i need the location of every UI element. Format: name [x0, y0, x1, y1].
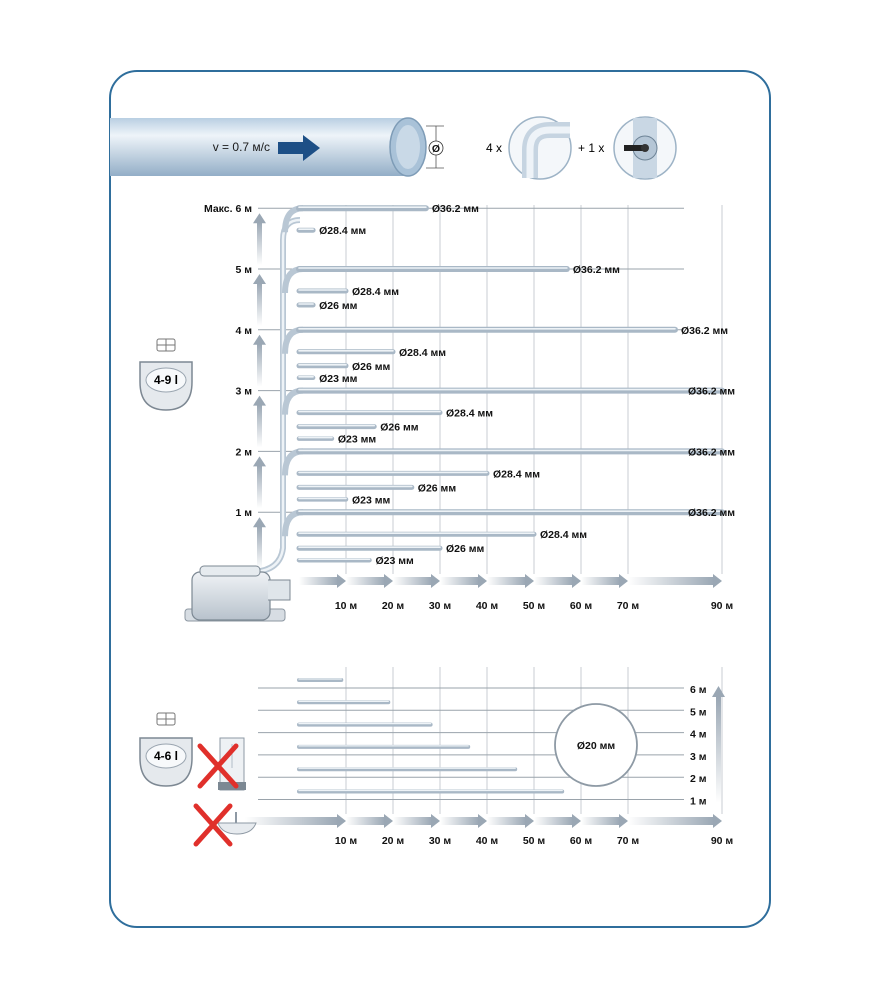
- top-pipe-label: Ø23 мм: [352, 494, 391, 507]
- top-x-arrow: [299, 577, 338, 585]
- bottom-y-tick-label: 6 м: [690, 684, 707, 696]
- top-pipe-label: Ø26 мм: [319, 300, 358, 312]
- top-x-arrow: [346, 577, 385, 585]
- top-x-arrowhead: [384, 574, 393, 588]
- bottom-x-arrowhead: [337, 814, 346, 828]
- bottom-x-arrow: [346, 817, 385, 825]
- top-x-tick-label: 30 м: [428, 600, 452, 612]
- bottom-height-arrow: [716, 697, 721, 803]
- top-x-arrowhead: [713, 574, 722, 588]
- bottom-x-tick-label: 90 м: [710, 835, 734, 847]
- bottom-x-arrow: [534, 817, 573, 825]
- bottom-x-tick-label: 10 м: [334, 835, 358, 847]
- bottom-x-arrowhead: [431, 814, 440, 828]
- top-height-arrow: [257, 222, 262, 265]
- valve-count: + 1 x: [578, 141, 605, 155]
- elbow-fitting-icon: [509, 117, 571, 179]
- top-x-arrowhead: [337, 574, 346, 588]
- top-pipe-label: Ø36.2 мм: [688, 446, 736, 459]
- top-y-tick-label: 4 м: [235, 324, 252, 337]
- bottom-x-arrow: [487, 817, 526, 825]
- bottom-x-arrow: [440, 817, 479, 825]
- sink-not-allowed-icon: [196, 806, 256, 844]
- bottom-y-tick-label: 3 м: [690, 750, 707, 763]
- elbow-count: 4 x: [486, 141, 503, 155]
- top-pipe-label: Ø23 мм: [375, 555, 414, 568]
- bottom-x-arrow: [393, 817, 432, 825]
- top-x-arrow: [440, 577, 479, 585]
- top-x-arrowhead: [525, 574, 534, 588]
- bottom-x-arrowhead: [619, 814, 628, 828]
- top-pipe-label: Ø26 мм: [446, 543, 485, 556]
- top-pipe-label: Ø28.4 мм: [399, 346, 447, 359]
- top-x-arrow: [628, 577, 714, 585]
- top-y-tick-label: 3 м: [235, 385, 252, 398]
- top-pipe-label: Ø26 мм: [352, 360, 391, 373]
- top-x-arrowhead: [478, 574, 487, 588]
- top-y-tick-label: Макс. 6 м: [203, 203, 252, 216]
- bottom-x-arrowhead: [713, 814, 722, 828]
- flow-pipe: [110, 118, 444, 176]
- top-x-arrow: [487, 577, 526, 585]
- bottom-x-tick-label: 20 м: [381, 835, 405, 847]
- top-pipe-label: Ø28.4 мм: [493, 468, 541, 481]
- bottom-x-tick-label: 60 м: [569, 835, 593, 847]
- top-pipe-label: Ø36.2 мм: [431, 203, 479, 216]
- bottom-x-arrow: [581, 817, 620, 825]
- bottom-x-arrowhead: [384, 814, 393, 828]
- check-valve-icon: [614, 117, 676, 179]
- top-pipe-label: Ø36.2 мм: [688, 507, 736, 520]
- bottom-x-tick-label: 70 м: [616, 835, 640, 847]
- top-pipe-label: Ø23 мм: [337, 433, 377, 446]
- top-pipe-label: Ø26 мм: [380, 421, 419, 434]
- top-device-label: 4-9 l: [153, 373, 179, 387]
- top-pipe-label: Ø36.2 мм: [572, 264, 620, 276]
- top-pipe-label: Ø36.2 мм: [688, 385, 736, 398]
- top-height-arrow: [257, 344, 262, 387]
- bottom-grid: [245, 667, 733, 847]
- top-height-arrowhead: [253, 456, 266, 466]
- top-y-tick-label: 1 м: [235, 507, 252, 520]
- bottom-x-arrow: [628, 817, 714, 825]
- top-height-arrowhead: [253, 213, 266, 223]
- bottom-y-tick-label: 1 м: [690, 795, 707, 808]
- bottom-height-arrowhead: [712, 686, 725, 697]
- top-x-arrow: [534, 577, 573, 585]
- top-x-arrowhead: [619, 574, 628, 588]
- bottom-device-label: 4-6 l: [153, 749, 179, 763]
- top-x-tick-label: 40 м: [475, 600, 499, 612]
- top-x-arrowhead: [572, 574, 581, 588]
- top-pipe-label: Ø23 мм: [319, 372, 358, 385]
- bottom-x-tick-label: 40 м: [475, 835, 499, 847]
- bottom-x-arrow: [245, 817, 338, 825]
- top-height-arrow: [257, 405, 262, 448]
- top-height-arrow: [257, 283, 262, 326]
- top-pipe-bars: [285, 203, 735, 567]
- top-pipe-label: Ø28.4 мм: [540, 529, 588, 542]
- bottom-diameter-label: Ø20 мм: [576, 740, 616, 752]
- bottom-y-tick-label: 2 м: [690, 773, 707, 786]
- top-height-arrow: [257, 526, 262, 569]
- top-x-arrowhead: [431, 574, 440, 588]
- top-x-tick-label: 70 м: [616, 600, 640, 612]
- bottom-x-arrowhead: [478, 814, 487, 828]
- bottom-y-tick-label: 4 м: [690, 728, 707, 741]
- bottom-pipe-bars: [299, 679, 562, 792]
- bottom-x-tick-label: 50 м: [522, 835, 546, 847]
- top-pipe-label: Ø28.4 мм: [352, 286, 400, 298]
- top-x-tick-label: 60 м: [569, 600, 593, 612]
- top-height-arrowhead: [253, 274, 266, 284]
- top-x-tick-label: 90 м: [710, 600, 734, 612]
- top-x-arrow: [581, 577, 620, 585]
- top-pipe-label: Ø28.4 мм: [446, 407, 494, 420]
- shower-not-allowed-icon: [200, 738, 246, 790]
- bottom-x-arrowhead: [572, 814, 581, 828]
- top-x-tick-label: 10 м: [334, 600, 358, 612]
- velocity-label: v = 0.7 м/с: [212, 140, 270, 154]
- top-height-arrowhead: [253, 517, 266, 527]
- bottom-y-tick-label: 5 м: [690, 706, 707, 719]
- top-height-arrowhead: [253, 396, 266, 406]
- top-y-tick-label: 2 м: [235, 446, 252, 459]
- top-pipe-label: Ø28.4 мм: [319, 225, 367, 238]
- diameter-symbol: Ø: [431, 143, 441, 155]
- top-y-tick-label: 5 м: [235, 264, 252, 276]
- top-pipe-label: Ø36.2 мм: [681, 324, 729, 337]
- top-x-arrow: [393, 577, 432, 585]
- top-x-tick-label: 20 м: [381, 600, 405, 612]
- bottom-x-tick-label: 30 м: [428, 835, 452, 847]
- top-x-tick-label: 50 м: [522, 600, 546, 612]
- top-height-arrowhead: [253, 335, 266, 345]
- pump-unit: [185, 566, 290, 621]
- top-height-arrow: [257, 465, 262, 508]
- bottom-x-arrowhead: [525, 814, 534, 828]
- top-pipe-label: Ø26 мм: [417, 482, 457, 495]
